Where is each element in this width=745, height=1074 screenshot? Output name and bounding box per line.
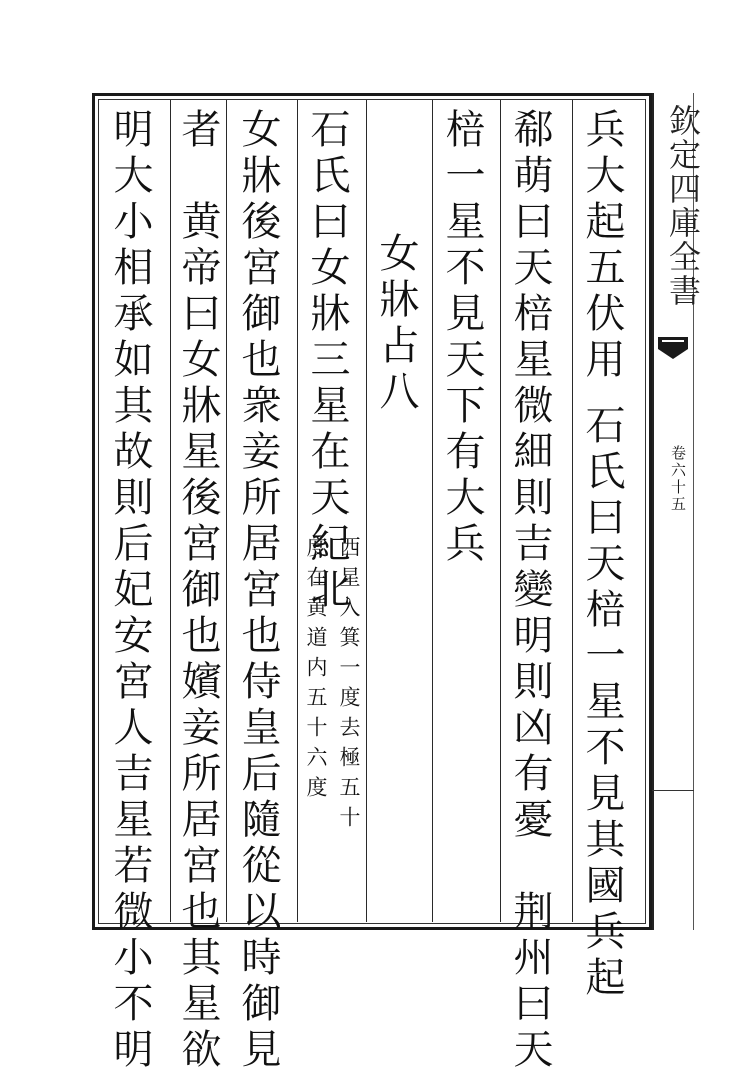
column-main-text: 者 黄帝曰女牀星後宮御也嬪妾所居宮也其星欲 — [175, 108, 221, 1074]
column-main-text-continued: 石氏曰天棓一星不見其國兵起 — [579, 404, 625, 1002]
annotation-left-line: 度在黄道内五十六度 — [304, 536, 328, 806]
column-rule — [226, 100, 227, 922]
gutter-divider — [652, 790, 694, 791]
column-main-text: 兵大起五伏用 — [579, 108, 625, 384]
text-column-6 — [236, 108, 280, 1074]
column-main-text: 明大小相承如其故則后妃安宮人吉星若微小不明 — [107, 108, 153, 1074]
text-column-8 — [108, 108, 152, 1074]
column-main-text: 棓一星不見天下有大兵 — [439, 108, 485, 568]
column-main-text: 石氏曰女牀三星在天紀北 — [304, 108, 350, 614]
text-column-7 — [176, 108, 220, 1074]
column-rule — [500, 100, 501, 922]
column-rule — [297, 100, 298, 922]
column-rule — [366, 100, 367, 922]
column-rule — [572, 100, 573, 922]
section-heading-column — [374, 232, 418, 416]
section-heading: 女牀占八 — [373, 232, 419, 416]
text-column-3 — [440, 108, 484, 568]
text-column-2 — [508, 108, 552, 1074]
column-main-text: 女牀後宮御也衆妾所居宮也侍皇后隨從以時御見 — [235, 108, 281, 1074]
text-column-1 — [580, 108, 624, 1002]
column-rule — [432, 100, 433, 922]
column-rule — [170, 100, 171, 922]
fishtail-icon — [656, 335, 690, 369]
volume-number: 卷六十五 — [669, 445, 687, 513]
column-main-text: 郗萌曰天棓星微細則吉變明則凶有憂 荆州曰天 — [507, 108, 553, 1074]
annotation-right-line: 西星入箕一度去極五十 — [337, 536, 361, 836]
book-title: 欽定四庫全書 — [664, 104, 702, 308]
